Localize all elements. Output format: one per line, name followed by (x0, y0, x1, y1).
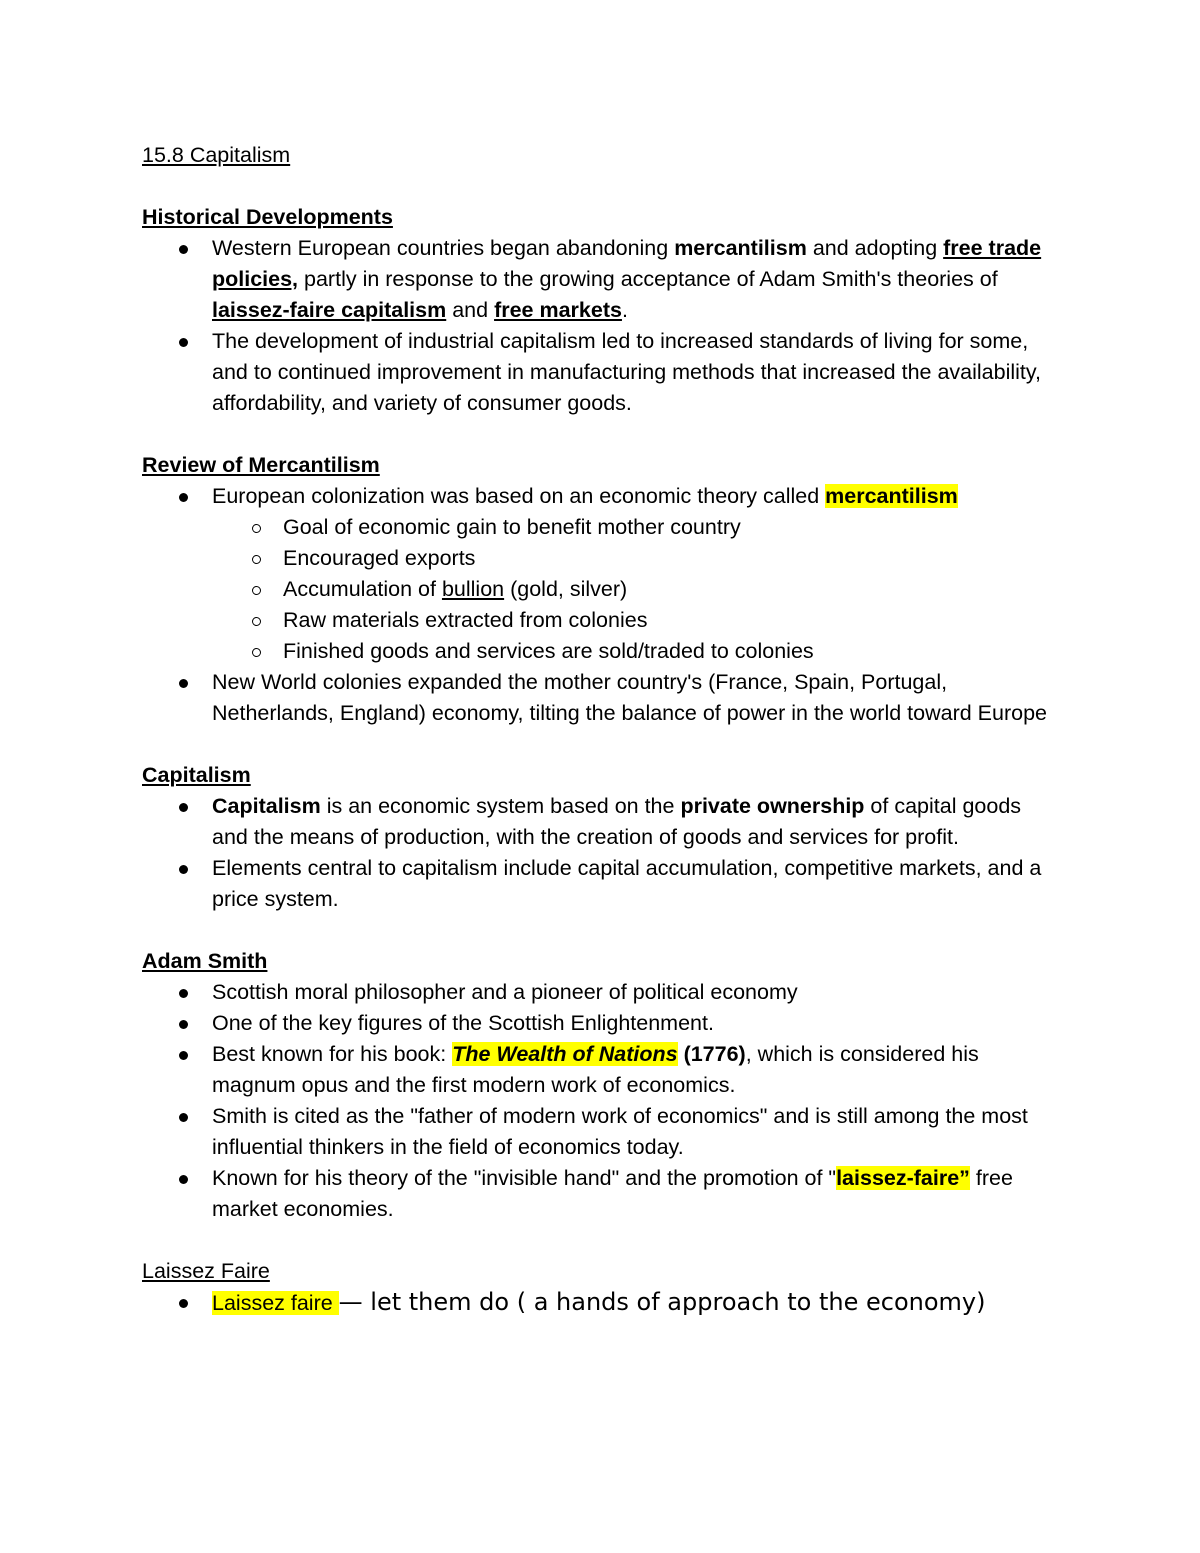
list-item (212, 1039, 1062, 1101)
book-year: (1776) (677, 1042, 746, 1066)
highlighted-keyword-laissez-faire: laissez-faire” (836, 1166, 970, 1190)
sub-list-item: Goal of economic gain to benefit mother country (283, 512, 1062, 543)
mercantilism-list (142, 481, 1062, 729)
text-run: . (621, 298, 628, 322)
text-run: partly in response to the growing acceptance of Adam Smith's theories of (298, 267, 998, 291)
list-item: The development of industrial capitalism led to increased standards of living for some, and to continued improvement in manufacturing methods that increased the availability, affordability, and variety of consumer goods. (212, 326, 1062, 419)
text-run: and adopting (806, 236, 944, 260)
keyword-capitalism: Capitalism (212, 794, 321, 818)
list-item: Scottish moral philosopher and a pioneer of political economy (212, 977, 1062, 1008)
text-run: (gold, silver) (504, 577, 628, 601)
list-item (212, 1287, 1062, 1319)
capitalism-list (142, 791, 1062, 915)
historical-developments-list (142, 233, 1062, 419)
section-heading-review-of-mercantilism: Review of Mercantilism (142, 453, 380, 477)
list-item (212, 481, 1062, 667)
spacer (142, 1225, 1062, 1256)
keyword-free-markets: free markets (494, 298, 622, 322)
page-title (142, 140, 1062, 171)
sub-list-item: Encouraged exports (283, 543, 1062, 574)
keyword-mercantilism: mercantilism (674, 236, 807, 260)
spacer (142, 915, 1062, 946)
list-item: New World colonies expanded the mother country's (France, Spain, Portugal, Netherlands, England) economy, tilting the balance of power in the world toward Europe (212, 667, 1062, 729)
keyword-laissez-faire-capitalism: laissez-faire capitalism (212, 298, 447, 322)
section-heading-historical-developments: Historical Developments (142, 205, 393, 229)
document-page (142, 140, 1062, 1319)
text-run: Best known for his book: (212, 1042, 453, 1066)
list-item (212, 1163, 1062, 1225)
highlighted-keyword-mercantilism: mercantilism (825, 484, 958, 508)
highlighted-book-title: The Wealth of Nations (452, 1042, 678, 1066)
text-run: European colonization was based on an economic theory called (212, 484, 826, 508)
text-run: of capital goods and the means of production, with the creation of goods and services for profit. (212, 794, 1022, 849)
sub-list-item (283, 574, 1062, 605)
text-run: is an economic system based on the (320, 794, 681, 818)
spacer (142, 419, 1062, 450)
sub-list-item: Finished goods and services are sold/traded to colonies (283, 636, 1062, 667)
laissez-faire-list (142, 1287, 1062, 1319)
section-heading-laissez-faire: Laissez Faire (142, 1259, 270, 1283)
list-item: One of the key figures of the Scottish Enlightenment. (212, 1008, 1062, 1039)
spacer (142, 171, 1062, 202)
page-title-text: 15.8 Capitalism (142, 143, 291, 167)
spacer (142, 729, 1062, 760)
section-heading-capitalism: Capitalism (142, 763, 251, 787)
sub-list-item: Raw materials extracted from colonies (283, 605, 1062, 636)
list-item (212, 233, 1062, 326)
text-run: and (446, 298, 495, 322)
list-item (212, 791, 1062, 853)
text-run: , which is considered his magnum opus and the first modern work of economics. (212, 1042, 979, 1097)
text-run: free market economies. (212, 1166, 1013, 1221)
text-run: Known for his theory of the "invisible hand" and the promotion of " (212, 1166, 837, 1190)
adam-smith-list (142, 977, 1062, 1225)
mercantilism-sublist (212, 512, 1062, 667)
highlighted-keyword-laissez-faire-term: Laissez faire (212, 1291, 339, 1315)
list-item: Smith is cited as the "father of modern work of economics" and is still among the most influential thinkers in the field of economics today. (212, 1101, 1062, 1163)
text-run: — let them do ( a hands of approach to the economy) (338, 1288, 986, 1316)
section-heading-adam-smith: Adam Smith (142, 949, 268, 973)
keyword-free-trade-policies: free trade policies, (212, 236, 1042, 291)
list-item: Elements central to capitalism include capital accumulation, competitive markets, and a price system. (212, 853, 1062, 915)
keyword-bullion: bullion (441, 577, 505, 601)
keyword-private-ownership: private ownership (680, 794, 865, 818)
text-run: Western European countries began abandoning (212, 236, 675, 260)
text-run: Accumulation of (283, 577, 442, 601)
